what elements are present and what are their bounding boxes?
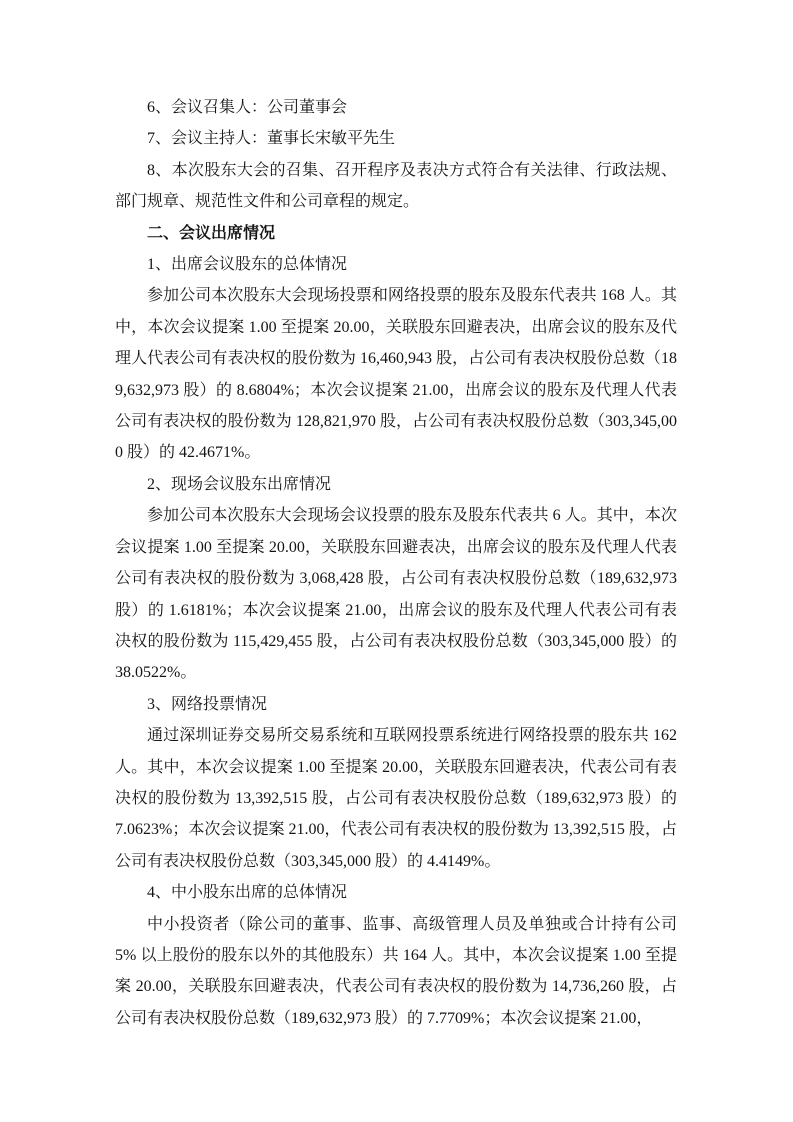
subheading-3-online-voting: 3、网络投票情况 xyxy=(147,695,268,713)
item-6-meeting-convener: 6、会议召集人：公司董事会 xyxy=(147,99,348,116)
subheading-1-overall-attendance: 1、出席会议股东的总体情况 xyxy=(147,256,348,274)
paragraph-overall-attendance-details: 参加公司本次股东大会现场投票和网络投票的股东及股东代表共 168 人。其中，本次会议提案 1.00 至提案 20.00，关联股东回避表决，出席会议的股东及代理人代表公司有表决权的股份数为 16,460,943 股，占公司有表决权股份总数（189,632,973 股）的 8.6804%；本次会议提案 21.00，出席会议的股东及代理人代表公司有表决权的股份数为 128,821,970 股，占公司有表决权股份总数（303,345,000 股）的 42.4671%。 xyxy=(115,287,677,462)
paragraph-minority-shareholders-details: 中小投资者（除公司的董事、监事、高级管理人员及单独或合计持有公司 5% 以上股份的股东以外的其他股东）共 164 人。其中，本次会议提案 1.00 至提案 20.00，关联股东回避表决，代表公司有表决权的股份数为 14,736,260 股，占公司有表决权股份总数（189,632,973 股）的 7.7709%；本次会议提案 21.00， xyxy=(115,915,677,1027)
subheading-4-minority-shareholders: 4、中小股东出席的总体情况 xyxy=(147,884,348,902)
item-7-meeting-chair: 7、会议主持人：董事长宋敏平先生 xyxy=(147,130,396,148)
document-body xyxy=(115,92,677,1034)
paragraph-online-voting-details: 通过深圳证券交易所交易系统和互联网投票系统进行网络投票的股东共 162 人。其中，本次会议提案 1.00 至提案 20.00，关联股东回避表决，代表公司有表决权的股份数为 13,392,515 股，占公司有表决权股份总数（189,632,973 股）的 7.0623%；本次会议提案 21.00，代表公司有表决权的股份数为 13,392,515 股，占公司有表决权股份总数（303,345,000 股）的 4.4149%。 xyxy=(115,727,677,870)
subheading-2-onsite-attendance: 2、现场会议股东出席情况 xyxy=(147,475,332,493)
item-8-compliance-statement: 8、本次股东大会的召集、召开程序及表决方式符合有关法律、行政法规、部门规章、规范性文件和公司章程的规定。 xyxy=(115,161,677,211)
paragraph-onsite-attendance-details: 参加公司本次股东大会现场会议投票的股东及股东代表共 6 人。其中，本次会议提案 1.00 至提案 20.00，关联股东回避表决，出席会议的股东及代理人代表公司有表决权的股份数为 3,068,428 股，占公司有表决权股份总数（189,632,973 股）的 1.6181%；本次会议提案 21.00，出席会议的股东及代理人代表公司有表决权的股份数为 115,429,455 股，占公司有表决权股份总数（303,345,000 股）的 38.0522%。 xyxy=(115,507,677,682)
section-heading-meeting-attendance: 二、会议出席情况 xyxy=(147,224,276,242)
